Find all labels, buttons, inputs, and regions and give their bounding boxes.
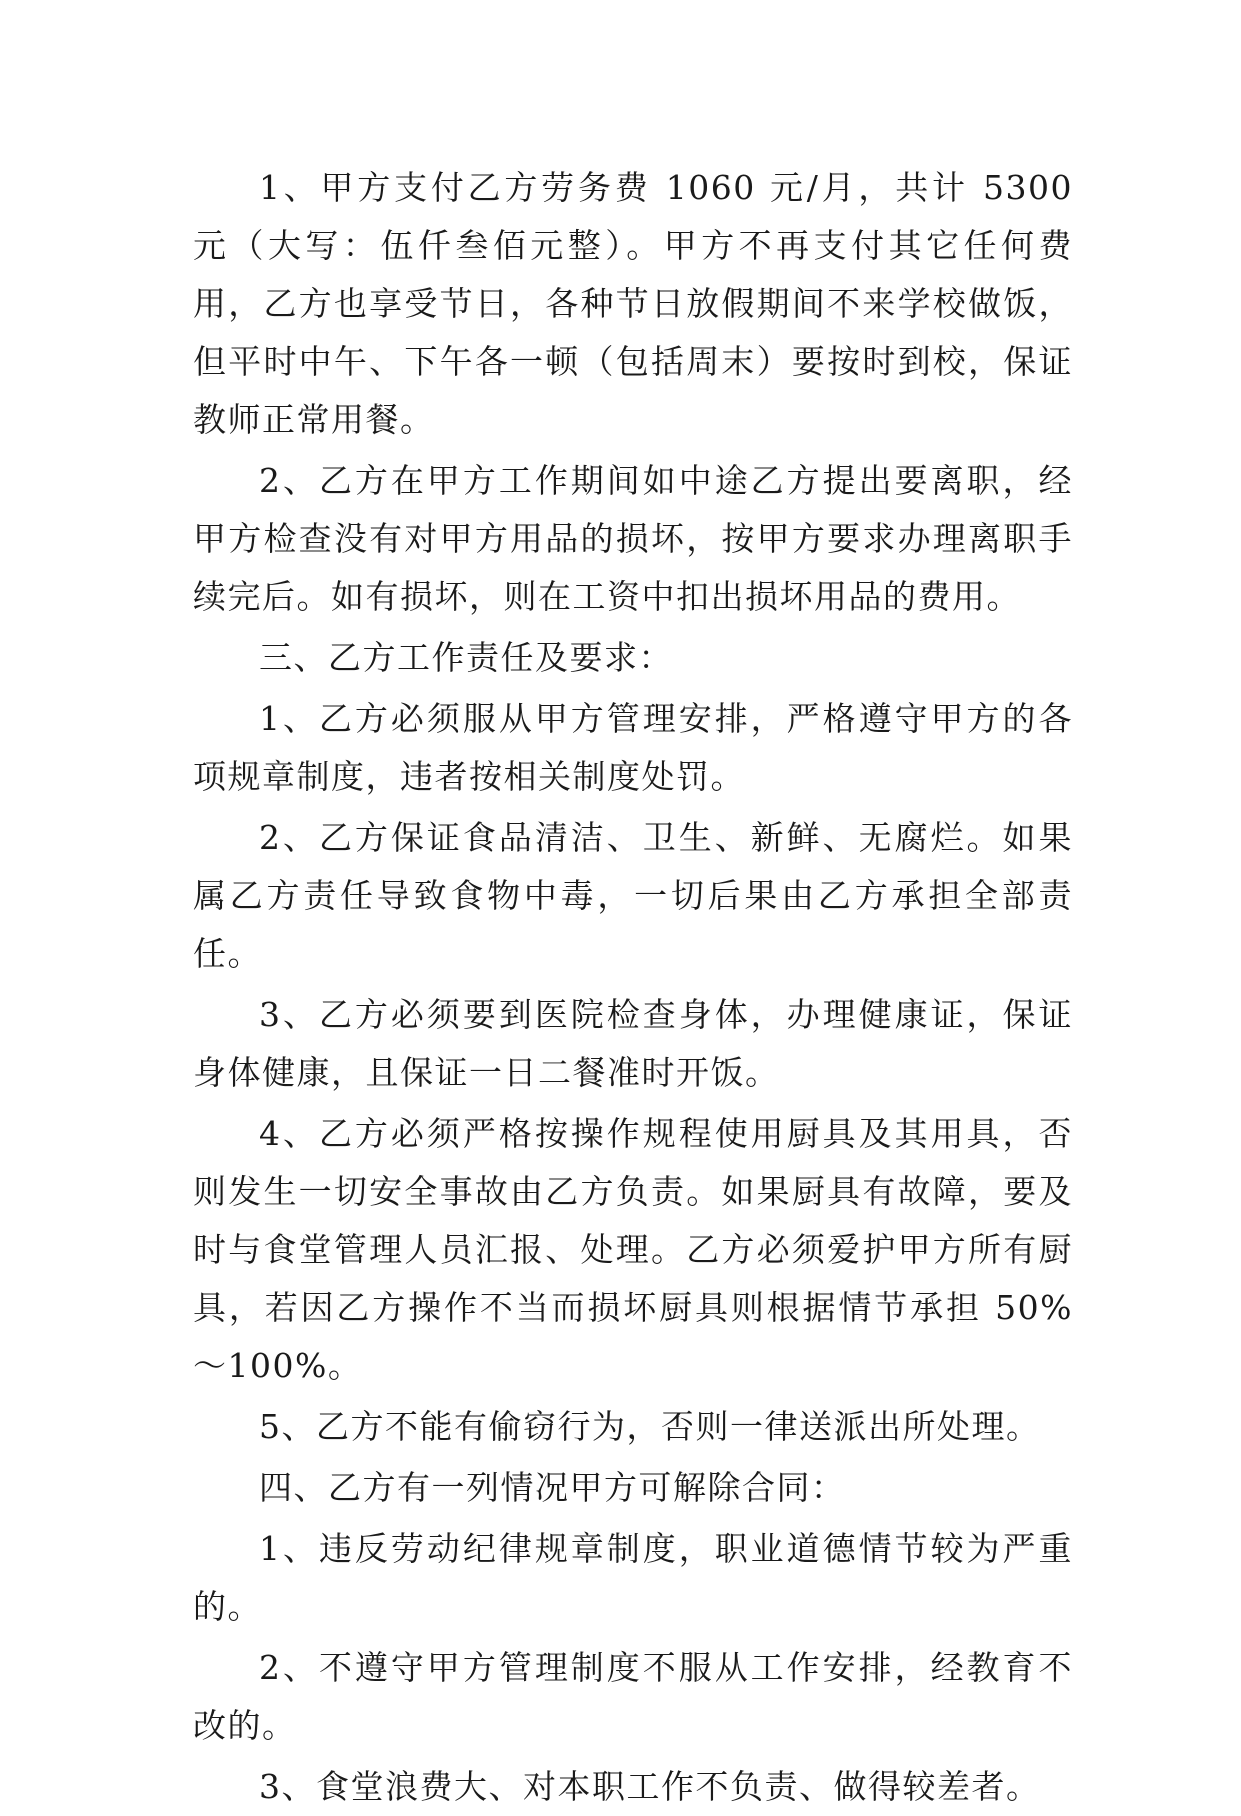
paragraph-discipline: 1、违反劳动纪律规章制度，职业道德情节较为严重的。: [193, 1529, 1073, 1626]
document-body: [193, 159, 1073, 1816]
section-heading-termination: 四、乙方有一列情况甲方可解除合同：: [259, 1468, 846, 1507]
section-heading-responsibilities: 三、乙方工作责任及要求：: [259, 638, 673, 677]
paragraph-insubordination: 2、不遵守甲方管理制度不服从工作安排，经教育不改的。: [193, 1648, 1073, 1745]
paragraph-fee-payment: 1、甲方支付乙方劳务费 1060 元/月，共计 5300 元（大写：伍仟叁佰元整）。甲方不再支付其它任何费用，乙方也享受节日，各种节日放假期间不来学校做饭，但平时中午、下午各一顿（包括周末）要按时到校，保证教师正常用餐。: [193, 168, 1073, 439]
paragraph-waste: 3、食堂浪费大、对本职工作不负责、做得较差者。: [259, 1767, 1041, 1806]
paragraph-resignation: 2、乙方在甲方工作期间如中途乙方提出要离职，经甲方检查没有对甲方用品的损坏，按甲方要求办理离职手续完后。如有损坏，则在工资中扣出损坏用品的费用。: [193, 461, 1073, 616]
paragraph-food-hygiene: 2、乙方保证食品清洁、卫生、新鲜、无腐烂。如果属乙方责任导致食物中毒，一切后果由乙方承担全部责任。: [193, 818, 1073, 973]
paragraph-kitchen-safety: 4、乙方必须严格按操作规程使用厨具及其用具，否则发生一切安全事故由乙方负责。如果厨具有故障，要及时与食堂管理人员汇报、处理。乙方必须爱护甲方所有厨具，若因乙方操作不当而损坏厨具则根据情节承担 50%～100%。: [193, 1114, 1073, 1385]
paragraph-obey-management: 1、乙方必须服从甲方管理安排，严格遵守甲方的各项规章制度，违者按相关制度处罚。: [193, 699, 1073, 796]
paragraph-health-check: 3、乙方必须要到医院检查身体，办理健康证，保证身体健康，且保证一日二餐准时开饭。: [193, 995, 1073, 1092]
paragraph-no-theft: 5、乙方不能有偷窃行为，否则一律送派出所处理。: [259, 1407, 1041, 1446]
